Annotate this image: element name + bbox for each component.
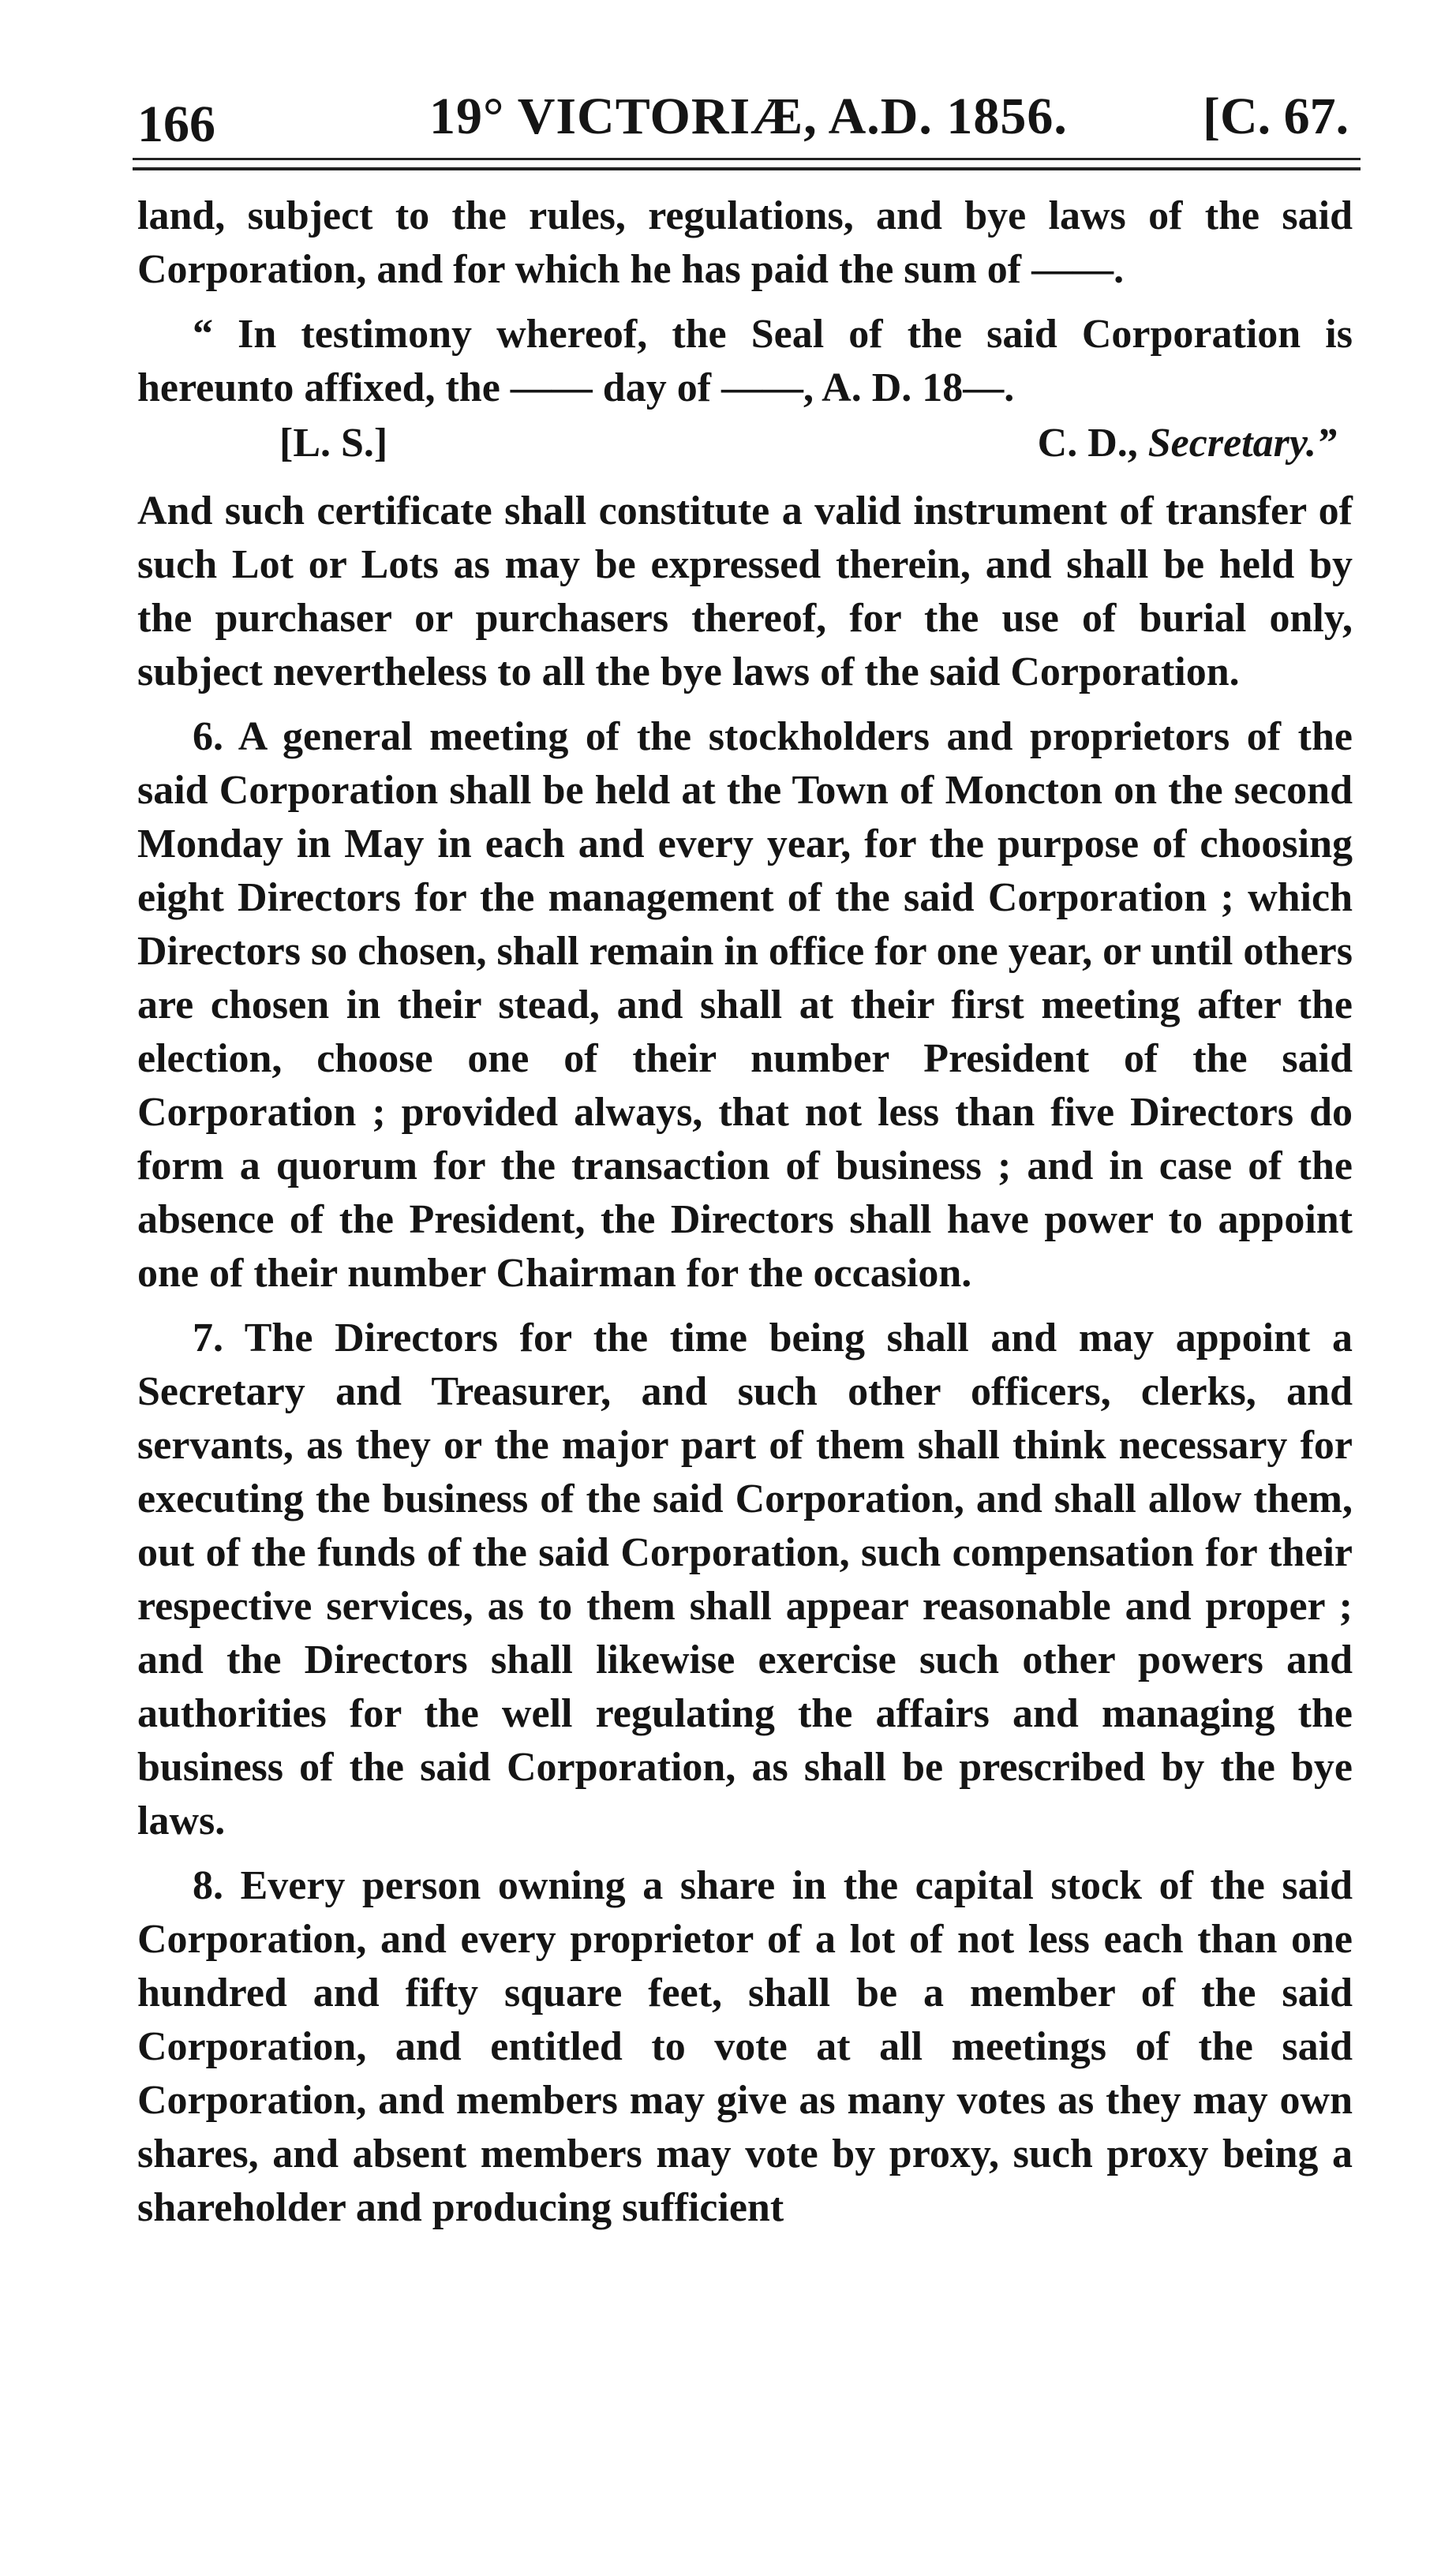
signature-role: Secretary.” (1147, 421, 1337, 466)
chapter-reference: [C. 67. (1203, 88, 1349, 145)
seal-label: [L. S.] (279, 421, 388, 466)
signature-name: C. D., (1037, 421, 1138, 466)
paragraph-continuation: land, subject to the rules, regulations, and bye laws of the said Corporation, and for which he has paid the sum of ——. (137, 193, 1353, 292)
header-rule-thin (133, 158, 1361, 160)
seal-signature-row (137, 417, 1353, 473)
testimony-clause: “ In testimony whereof, the Seal of the said Corporation is hereunto affixed, the —— day of ——, A. D. 18—. (137, 312, 1353, 410)
section-8: 8. Every person owning a share in the capital stock of the said Corporation, and every proprietor of a lot of not less each than one hundred and fifty square feet, shall be a member of the said Corporation, and entitled to vote at all meetings of the said Corporation, and members may give as many votes as they may own shares, and absent members may vote by proxy, such proxy being a shareholder and producing sufficient (137, 1863, 1353, 2230)
running-title: 19° VICTORIÆ, A.D. 1856. (429, 88, 1068, 145)
section-6: 6. A general meeting of the stockholders and proprietors of the said Corporation shall be held at the Town of Moncton on the second Monday in May in each and every year, for the purpose of choosing eight Directors for the management of the said Corporation ; which Directors so chosen, shall remain in office for one year, or until others are chosen in their stead, and shall at their first meeting after the election, choose one of their number President of the said Corporation ; provided always, that not less than five Directors do form a quorum for the transaction of business ; and in case of the absence of the President, the Directors shall have power to appoint one of their number Chairman for the occasion. (137, 714, 1353, 1296)
running-head (129, 87, 1361, 166)
header-rule-thick (133, 167, 1361, 170)
certificate-paragraph: And such certificate shall constitute a valid instrument of transfer of such Lot or Lots as may be expressed therein, and shall be held by the purchaser or purchasers thereof, for the use of burial only, subject nevertheless to all the bye laws of the said Corporation. (137, 488, 1353, 694)
body-text (137, 189, 1353, 2235)
page-number: 166 (137, 95, 215, 153)
signature-line (1038, 417, 1337, 470)
section-7: 7. The Directors for the time being shall and may appoint a Secretary and Treasurer, and such other officers, clerks, and servants, as they or the major part of them shall think necessary for executing the business of the said Corporation, and shall allow them, out of the funds of the said Corporation, such compensation for their respective services, as to them shall appear reasonable and proper ; and the Directors shall likewise exercise such other powers and authorities for the well regulating the affairs and managing the business of the said Corporation, as shall be prescribed by the bye laws. (137, 1316, 1353, 1843)
